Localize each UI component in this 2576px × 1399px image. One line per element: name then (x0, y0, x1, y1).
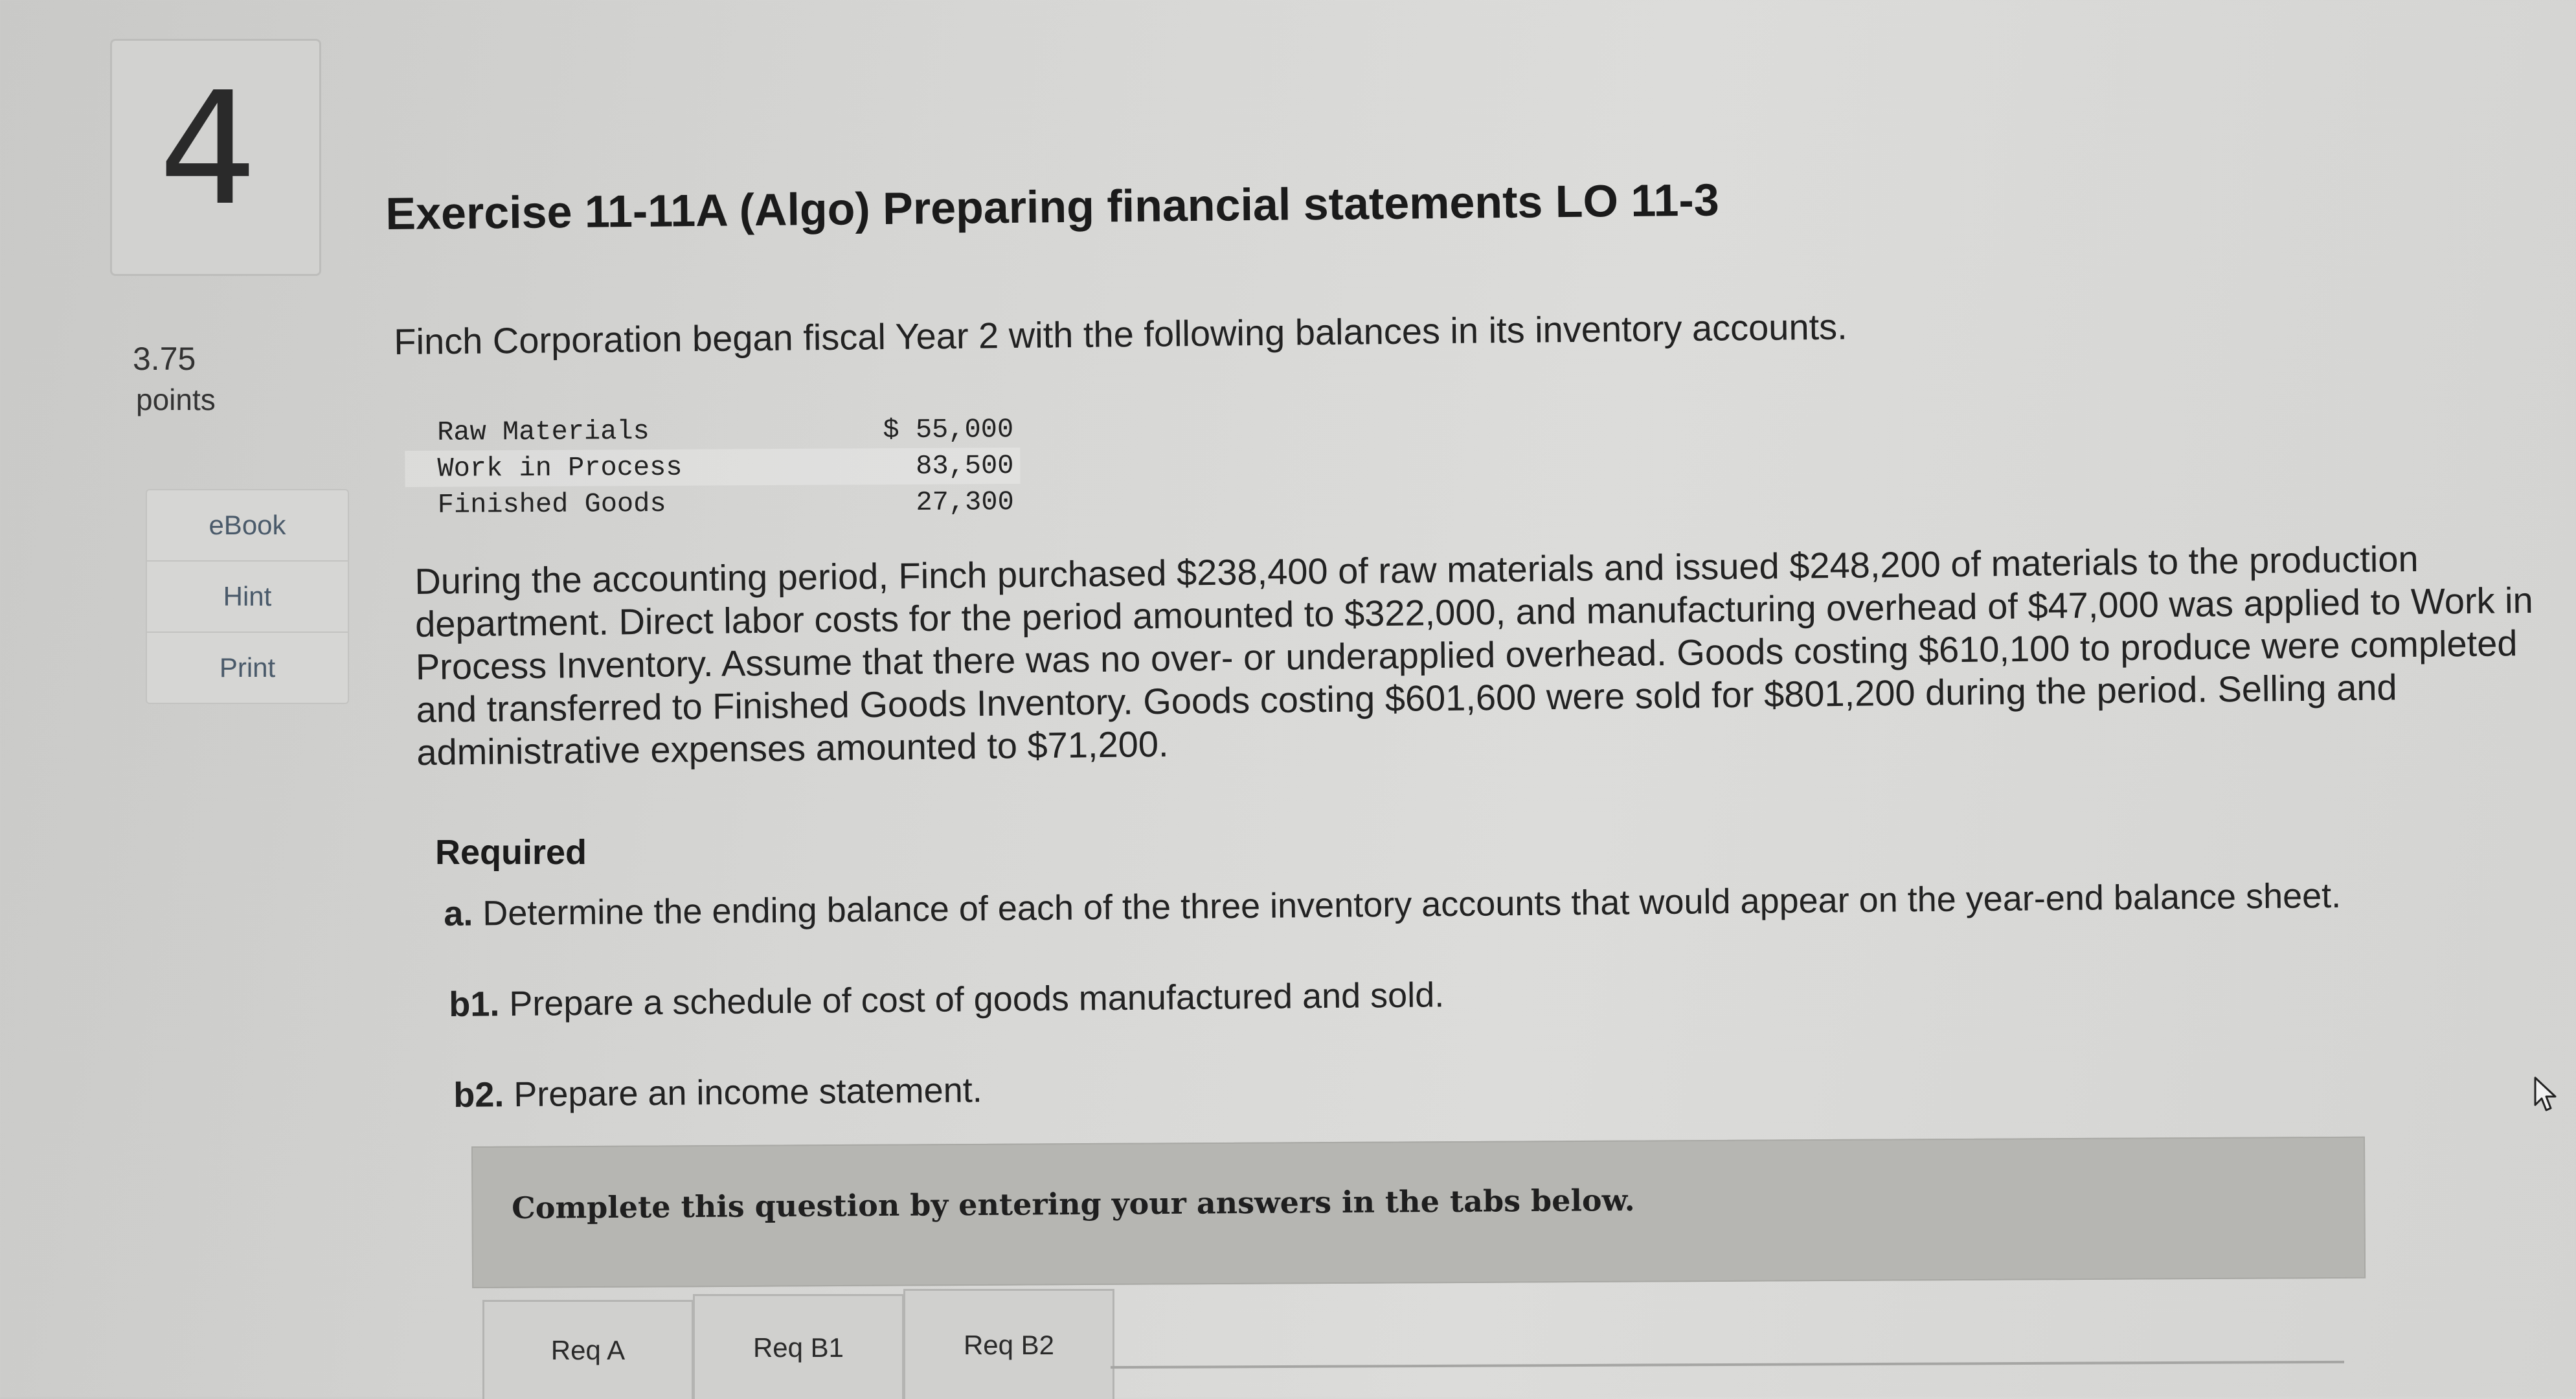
requirement-label: a. (444, 894, 473, 933)
instruction-text: Complete this question by entering your answers in the tabs below. (512, 1182, 1635, 1225)
tab-divider (1111, 1361, 2344, 1369)
hint-button[interactable]: Hint (147, 562, 348, 633)
account-name: Work in Process (437, 451, 683, 484)
requirement-text: Prepare an income statement. (504, 1071, 982, 1115)
required-heading: Required (435, 833, 587, 872)
requirement-label: b1. (449, 984, 500, 1024)
ebook-button[interactable]: eBook (147, 490, 348, 562)
print-button[interactable]: Print (219, 652, 276, 683)
table-row (405, 484, 1021, 523)
requirement-b2 (453, 1070, 982, 1115)
tab-req-b2[interactable]: Req B2 (903, 1289, 1114, 1399)
account-name: Raw Materials (437, 416, 650, 448)
requirement-text: Determine the ending balance of each of the three inventory accounts that would appear on the year-end balance sheet. (473, 876, 2342, 933)
inventory-balances-table (405, 411, 1021, 523)
side-nav (146, 489, 349, 704)
account-amount: $ 55,000 (883, 414, 1014, 446)
table-row (405, 411, 1020, 451)
tab-req-b1[interactable]: Req B1 (693, 1294, 904, 1399)
account-amount: 27,300 (916, 486, 1014, 518)
requirement-a (444, 876, 2341, 934)
mouse-pointer-icon (2529, 1075, 2561, 1114)
account-amount: 83,500 (916, 450, 1014, 482)
exercise-intro: Finch Corporation began fiscal Year 2 with the following balances in its inventory accounts. (394, 306, 1847, 362)
points-value: 3.75 (133, 341, 196, 377)
account-name: Finished Goods (437, 488, 666, 521)
tab-req-a[interactable]: Req A (482, 1300, 694, 1399)
exercise-description: During the accounting period, Finch purchased $238,400 of raw materials and issued $248,200 of materials to the production department. Direct labor costs for the period amounted to $322,000, and manufacturing overhead of $47,000 was applied to Work in Process Inventory. Assume that there was no over- or underapplied overhead. Goods costing $610,100 to produce were completed and transferred to Finished Goods Inventory. Goods costing $601,600 were sold for $801,200 during the period. Selling and administrative expenses amounted to $71,200. (414, 538, 2534, 773)
points-label: points (136, 383, 216, 416)
requirement-label: b2. (453, 1075, 504, 1115)
requirement-text: Prepare a schedule of cost of goods manufactured and sold. (499, 975, 1445, 1024)
question-number: 4 (159, 58, 258, 240)
exercise-title: Exercise 11-11A (Algo) Preparing financial statements LO 11-3 (385, 174, 1720, 239)
table-row (405, 448, 1020, 487)
requirement-b1 (449, 975, 1444, 1025)
